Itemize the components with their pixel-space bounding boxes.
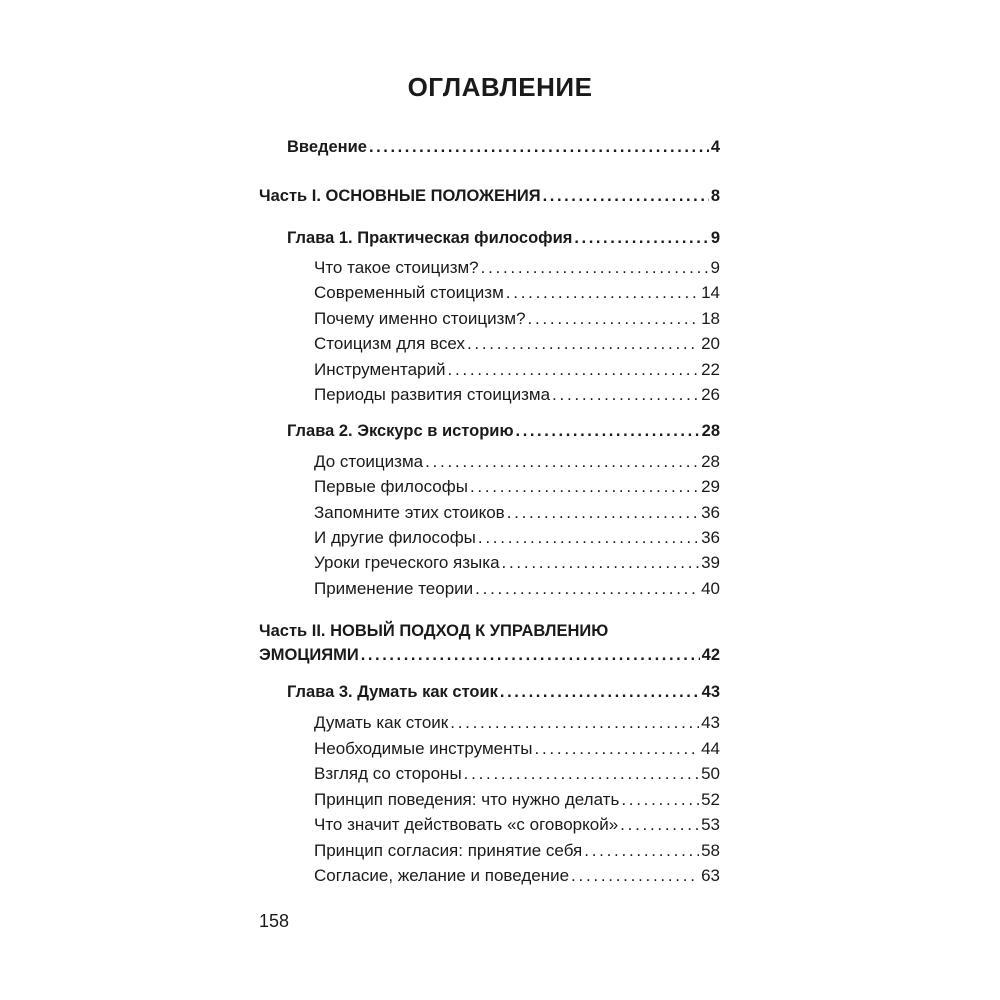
toc-entry-part-2[interactable] [259,646,720,670]
toc-entry-page: 26 [701,385,720,404]
toc-entry-label: Применение теории [314,579,474,598]
dot-leader [448,360,700,380]
toc-entry[interactable] [314,528,720,552]
dot-leader [470,477,699,497]
dot-leader [621,790,699,810]
dot-leader [543,187,709,206]
toc-entry-label: Почему именно стоицизм? [314,309,526,328]
toc-entry[interactable] [314,503,720,527]
dot-leader [425,452,699,472]
toc-entry-chapter-3[interactable] [287,683,720,707]
toc-entry[interactable] [314,334,720,358]
dot-leader [450,713,699,733]
dot-leader [467,334,699,354]
toc-entry-page: 40 [701,579,720,598]
toc-entry[interactable] [314,283,720,307]
toc-entry-label: Взгляд со стороны [314,764,462,783]
toc-entry-label: Уроки греческого языка [314,553,500,572]
toc-entry-label: Глава 2. Экскурс в историю [287,422,514,440]
toc-entry-label: Что значит действовать «с оговоркой» [314,815,619,834]
toc-entry[interactable] [314,385,720,409]
toc-entry[interactable] [314,553,720,577]
toc-entry-page: 53 [701,815,720,834]
toc-entry-page: 44 [701,739,720,758]
toc-entry[interactable] [314,764,720,788]
dot-leader [507,503,699,523]
toc-entry-label: Принцип согласия: принятие себя [314,841,583,860]
toc-entry[interactable] [314,866,720,890]
toc-entry-page: 36 [701,503,720,522]
toc-entry-label: Часть I. ОСНОВНЫЕ ПОЛОЖЕНИЯ [259,187,541,205]
toc-entry-label: Согласие, желание и поведение [314,866,570,885]
toc-entry-label: Запомните этих стоиков [314,503,505,522]
toc-entry-page: 39 [701,553,720,572]
toc-entry-label: Инструментарий [314,360,446,379]
toc-entry-page: 42 [701,646,720,664]
dot-leader [478,528,699,548]
dot-leader [535,739,700,759]
toc-entry-page: 9 [710,229,720,247]
dot-leader [506,283,699,303]
toc-entry-intro[interactable] [287,138,720,162]
toc-entry-page: 20 [701,334,720,353]
dot-leader [500,683,700,702]
toc-entry[interactable] [314,841,720,865]
dot-leader [361,646,700,665]
toc-entry[interactable] [314,477,720,501]
toc-entry-label: Что такое стоицизм? [314,258,479,277]
dot-leader [552,385,699,405]
toc-entry-page: 4 [710,138,720,156]
toc-entry-label: Принцип поведения: что нужно делать [314,790,620,809]
toc-entry[interactable] [314,739,720,763]
toc-entry-page: 36 [701,528,720,547]
toc-entry-label: ЭМОЦИЯМИ [259,646,359,664]
toc-entry-label: Первые философы [314,477,468,496]
toc-entry-label: Периоды развития стоицизма [314,385,551,404]
dot-leader [481,258,709,278]
dot-leader [369,138,709,157]
toc-entry[interactable] [314,579,720,603]
toc-entry-label: Стоицизм для всех [314,334,465,353]
toc-entry-page: 50 [701,764,720,783]
toc-entry-label: Введение [287,138,367,156]
toc-entry[interactable] [314,713,720,737]
dot-leader [571,866,699,886]
toc-entry[interactable] [314,452,720,476]
toc-entry-page: 14 [701,283,720,302]
toc-entry[interactable] [314,790,720,814]
dot-leader [574,229,708,248]
toc-entry-page: 58 [701,841,720,860]
dot-leader [516,422,700,441]
toc-entry-page: 28 [701,422,720,440]
toc-entry-page: 43 [701,713,720,732]
toc-entry-label: И другие философы [314,528,476,547]
toc-entry-label: До стоицизма [314,452,424,471]
dot-leader [620,815,699,835]
page-title: ОГЛАВЛЕНИЕ [407,72,593,102]
toc-entry[interactable] [314,258,720,282]
toc-entry[interactable] [314,309,720,333]
toc-entry-page: 22 [701,360,720,379]
toc-entry-chapter-1[interactable] [287,229,720,253]
toc-entry-chapter-2[interactable] [287,422,720,446]
toc-entry-label: Необходимые инструменты [314,739,533,758]
dot-leader [528,309,700,329]
dot-leader [584,841,699,861]
toc-entry-page: 18 [701,309,720,328]
dot-leader [502,553,700,573]
toc-entry-label: Глава 1. Практическая философия [287,229,573,247]
page-number: 158 [259,911,290,931]
toc-entry-page: 9 [710,258,720,277]
toc-entry[interactable] [314,360,720,384]
toc-entry-page: 43 [701,683,720,701]
toc-entry-page: 8 [710,187,720,205]
toc-entry-label: Глава 3. Думать как стоик [287,683,498,701]
toc-entry-label: Думать как стоик [314,713,449,732]
toc-entry-page: 63 [701,866,720,885]
toc-entry-page: 29 [701,477,720,496]
dot-leader [475,579,699,599]
toc-entry-page: 52 [701,790,720,809]
toc-entry-part-2-label: Часть II. НОВЫЙ ПОДХОД К УПРАВЛЕНИЮ [259,622,609,640]
toc-entry-page: 28 [701,452,720,471]
toc-entry-label: Современный стоицизм [314,283,504,302]
toc-entry-part-1[interactable] [259,187,720,211]
dot-leader [464,764,699,784]
toc-entry[interactable] [314,815,720,839]
